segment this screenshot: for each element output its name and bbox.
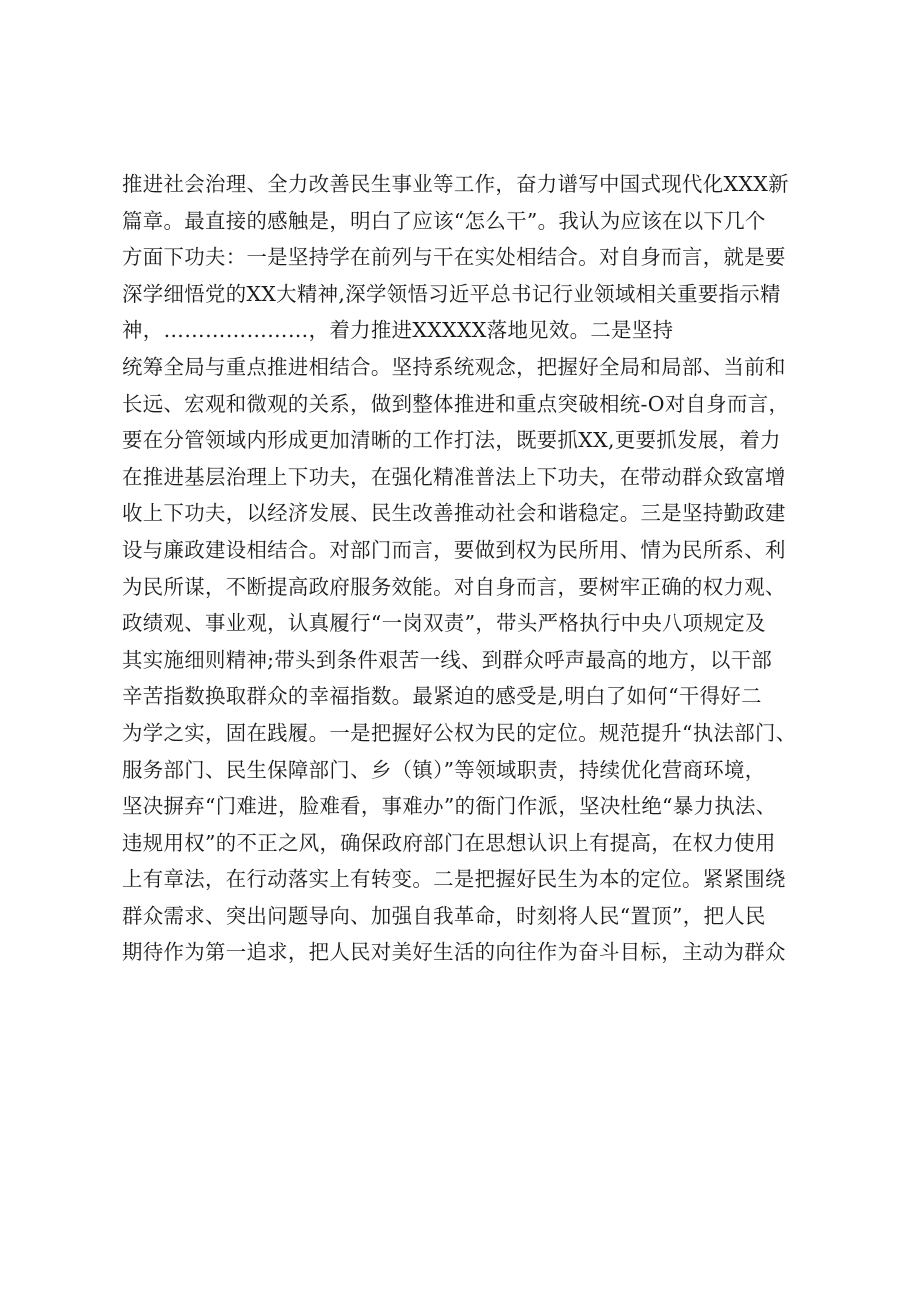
text-line-18: 坚决摒弃“门难进，脸难看，事难办”的衙门作派，坚决杜绝“暴力执法、 — [122, 794, 777, 819]
text-line-8: 要在分管领域内形成更加清晰的工作打法，既要抓XX,更要抓发展，着力 — [122, 428, 781, 453]
text-line-2: 篇章。最直接的感触是，明白了应该“怎么干”。我认为应该在以下几个 — [122, 208, 766, 233]
text-line-10: 收上下功夫，以经济发展、民生改善推动社会和谐稳定。三是坚持勤政建 — [122, 501, 786, 526]
text-line-21: 群众需求、突出问题导向、加强自我革命，时刻将人民“置顶”，把人民 — [122, 903, 766, 928]
text-line-22: 期待作为第一追求，把人民对美好生活的向往作为奋斗目标，主动为群众 — [122, 940, 786, 965]
text-line-20: 上有章法，在行动落实上有转变。二是把握好民生为本的定位。紧紧围绕 — [122, 867, 786, 892]
text-line-3: 方面下功夫：一是坚持学在前列与干在实处相结合。对自身而言，就是要 — [122, 245, 786, 270]
text-line-4: 深学细悟党的XX大精神,深学领悟习近平总书记行业领域相关重要指示精 — [122, 281, 781, 306]
text-line-6: 统筹全局与重点推进相结合。坚持系统观念，把握好全局和局部、当前和 — [122, 354, 786, 379]
text-line-11: 设与廉政建设相结合。对部门而言，要做到权为民所用、情为民所系、利 — [122, 537, 786, 562]
text-line-15: 辛苦指数换取群众的幸福指数。最紧迫的感受是,明白了如何“干得好二 — [122, 684, 762, 709]
text-line-19: 违规用权”的不正之风，确保政府部门在思想认识上有提高，在权力使用 — [122, 830, 776, 855]
text-line-17: 服务部门、民生保障部门、乡（镇）”等领域职责，持续优化营商环境， — [122, 757, 766, 782]
text-line-9: 在推进基层治理上下功夫，在强化精准普法上下功夫，在带动群众致富增 — [122, 464, 786, 489]
document-body — [122, 166, 807, 971]
text-line-5: 神，…………………，着力推进XXXXX落地见效。二是坚持 — [122, 318, 674, 343]
text-line-16: 为学之实，固在践履。一是把握好公权为民的定位。规范提升“执法部门、 — [122, 720, 797, 745]
text-line-1: 推进社会治理、全力改善民生事业等工作，奋力谱写中国式现代化XXX新 — [122, 172, 789, 196]
text-line-13: 政绩观、事业观，认真履行“一岗双责”，带头严格执行中央八项规定及 — [122, 611, 766, 636]
text-line-12: 为民所谋，不断提高政府服务效能。对自身而言，要树牢正确的权力观、 — [122, 574, 786, 599]
text-line-7: 长远、宏观和微观的关系，做到整体推进和重点突破相统-O对自身而言， — [122, 391, 790, 416]
text-line-14: 其实施细则精神;带头到条件艰苦一线、到群众呼声最高的地方，以干部 — [122, 647, 773, 672]
